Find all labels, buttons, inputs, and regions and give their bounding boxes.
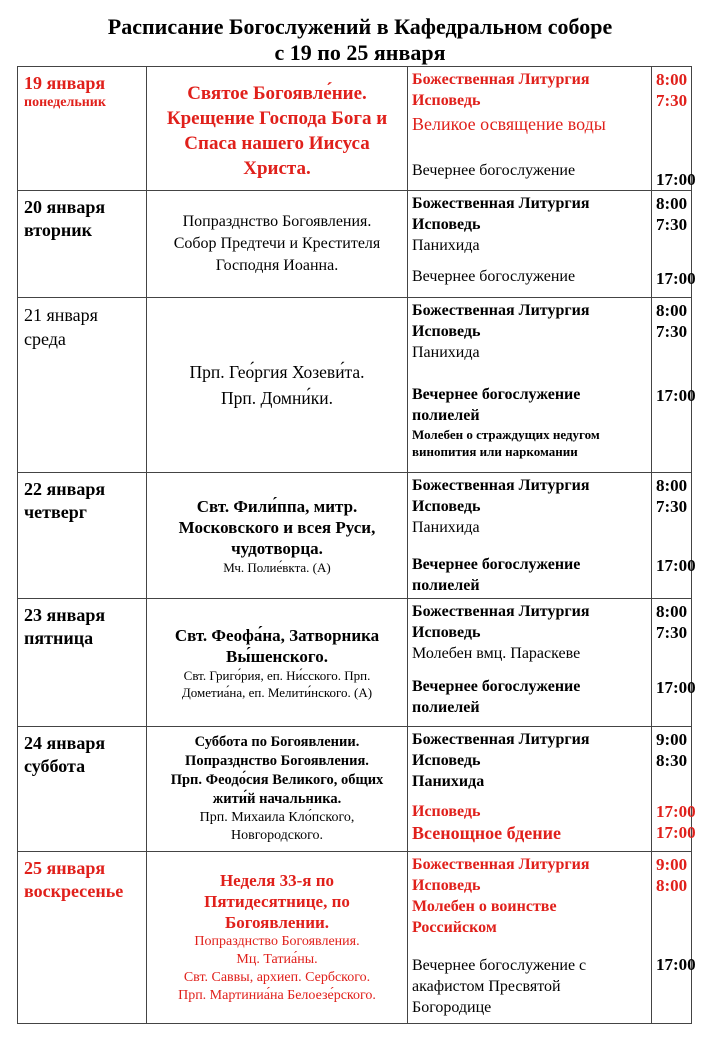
time: 7:30 [656,623,688,642]
service: Исповедь [412,803,481,820]
table-row [18,67,692,191]
service: Божественная Литургия [412,731,590,748]
feast-line: Новгородского. [230,828,324,843]
service: Божественная Литургия [412,302,590,319]
date: 21 января [24,305,98,325]
feast-cell [147,67,408,191]
title-line-2: с 19 по 25 января [274,40,446,65]
time: 7:30 [656,322,688,341]
times-cell [652,852,696,1024]
time: 17:00 [656,556,696,575]
services-cell [408,727,652,852]
time: 8:00 [656,70,688,89]
title-line-1: Расписание Богослужений в Кафедральном соборе [107,14,613,39]
time: 8:00 [656,876,688,895]
weekday: вторник [24,220,93,240]
feast-line: Господня Иоанна. [215,257,339,274]
date-cell [18,599,147,727]
feast-line: Прп. Мартиниа́на Белоезе́рского. [178,988,376,1003]
date-cell [18,852,147,1024]
time: 9:00 [656,730,688,749]
feast-line: Прп. Феодо́сия Великого, общих [170,772,384,788]
time: 17:00 [656,386,696,405]
date: 20 января [24,197,106,217]
feast-line: чудотворца. [231,538,323,558]
page-title [0,14,720,66]
service: Божественная Литургия [412,856,590,873]
feast-cell [147,191,408,298]
feast-line: Попразднство Богоявления. [194,934,360,949]
service: Богородице [412,999,492,1016]
service: Исповедь [412,323,481,340]
feast-line: Свт. Григо́рия, еп. Ни́сского. Прп. [183,667,371,683]
feast-line: Крещение Господа Бога и [166,108,388,129]
times-cell [652,727,696,852]
service: Божественная Литургия [412,477,590,494]
time: 7:30 [656,91,688,110]
table-row [18,191,692,298]
table-row [18,852,692,1024]
services-cell [408,67,652,191]
table-row [18,298,692,473]
service: Панихида [412,519,480,536]
service: Панихида [412,773,485,790]
feast-line: Христа. [243,158,311,179]
weekday: воскресенье [24,881,124,901]
service: Вечернее богослужение [412,162,576,179]
feast-line: Прп. Гео́ргия Хозеви́та. [189,362,365,382]
feast-line: жити́й начальника. [212,791,342,807]
feast-line: Попразднство Богоявления. [185,753,369,769]
service: Молебен о воинстве [412,898,557,915]
time: 17:00 [656,269,696,288]
weekday: суббота [24,756,86,776]
service: Вечернее богослужение [412,268,576,285]
feast-line: Свт. Фили́ппа, митр. [196,496,358,516]
time: 8:00 [656,194,688,213]
service: Исповедь [412,624,481,641]
weekday: пятница [24,628,94,648]
schedule-table [17,66,696,1024]
feast-line: Московского и всея Руси, [178,517,376,537]
feast-line: Вы́шенского. [226,646,328,666]
date-cell [18,298,147,473]
service: Вечернее богослужение [412,556,581,573]
services-cell [408,473,652,599]
time: 17:00 [656,802,696,821]
time: 17:00 [656,955,696,974]
feast-line: Святое Богоявле́ние. [187,83,367,104]
feast-line: Попразднство Богоявления. [182,213,372,230]
date: 23 января [24,605,106,625]
service: Исповедь [412,877,481,894]
times-cell [652,298,696,473]
time: 7:30 [656,497,688,516]
services-cell [408,298,652,473]
times-cell [652,67,696,191]
service: Божественная Литургия [412,71,590,88]
service: Исповедь [412,216,481,233]
feast-line: Свт. Феофа́на, Затворника [174,625,380,645]
table-row [18,473,692,599]
service: акафистом Пресвятой [412,978,561,995]
service: Российском [412,919,497,936]
service: Вечернее богослужение [412,678,581,695]
service: полиелей [412,577,480,594]
times-cell [652,599,696,727]
feast-line: Мч. Полие́вкта. (А) [223,559,331,575]
feast-line: Дометиа́на, еп. Мелити́нского. (А) [181,684,373,700]
date-cell [18,191,147,298]
service: Всенощное бдение [412,823,562,843]
services-cell [408,852,652,1024]
weekday: четверг [24,502,87,522]
table-row [18,599,692,727]
date-cell [18,473,147,599]
feast-line: Прп. Домни́ки. [221,388,333,408]
service: Панихида [412,344,480,361]
date: 25 января [24,858,106,878]
date: 22 января [24,479,106,499]
time: 9:00 [656,855,688,874]
service: полиелей [412,699,480,716]
feast-line: Собор Предтечи и Крестителя [173,235,381,252]
service: Молебен вмц. Параскеве [412,645,581,662]
service: Исповедь [412,92,481,109]
service: винопития или наркомании [412,444,578,459]
weekday: понедельник [24,95,106,110]
time: 8:30 [656,751,688,770]
weekday: среда [24,329,66,349]
time: 8:00 [656,602,688,621]
times-cell [652,191,696,298]
service: Панихида [412,237,480,254]
feast-line: Мц. Татиа́ны. [236,952,318,967]
service: Молебен о страждущих недугом [412,427,600,442]
service: Вечернее богослужение с [412,957,587,974]
service: полиелей [412,407,480,424]
time: 17:00 [656,823,696,842]
service: Исповедь [412,752,481,769]
time: 8:00 [656,476,688,495]
feast-cell [147,852,408,1024]
service: Божественная Литургия [412,603,590,620]
time: 17:00 [656,170,696,189]
time: 17:00 [656,678,696,697]
date-cell [18,67,147,191]
services-cell [408,191,652,298]
date-cell [18,727,147,852]
date: 19 января [24,73,106,93]
feast-line: Свт. Саввы, архиеп. Сербского. [183,970,371,985]
feast-line: Прп. Михаила Кло́пского, [199,810,355,825]
feast-cell [147,473,408,599]
feast-line: Спаса нашего Иисуса [184,133,370,154]
service: Божественная Литургия [412,195,590,212]
table-row [18,727,692,852]
times-cell [652,473,696,599]
feast-line: Богоявлении. [224,913,330,932]
feast-cell [147,727,408,852]
time: 8:00 [656,301,688,320]
feast-cell [147,599,408,727]
date: 24 января [24,733,106,753]
feast-line: Пятидесятнице, по [204,892,350,911]
feast-line: Неделя 33-я по [219,871,335,890]
feast-cell [147,298,408,473]
service: Вечернее богослужение [412,386,581,403]
feast-line: Суббота по Богоявлении. [194,734,360,750]
service: Великое освящение воды [412,114,606,134]
service: Исповедь [412,498,481,515]
time: 7:30 [656,215,688,234]
services-cell [408,599,652,727]
